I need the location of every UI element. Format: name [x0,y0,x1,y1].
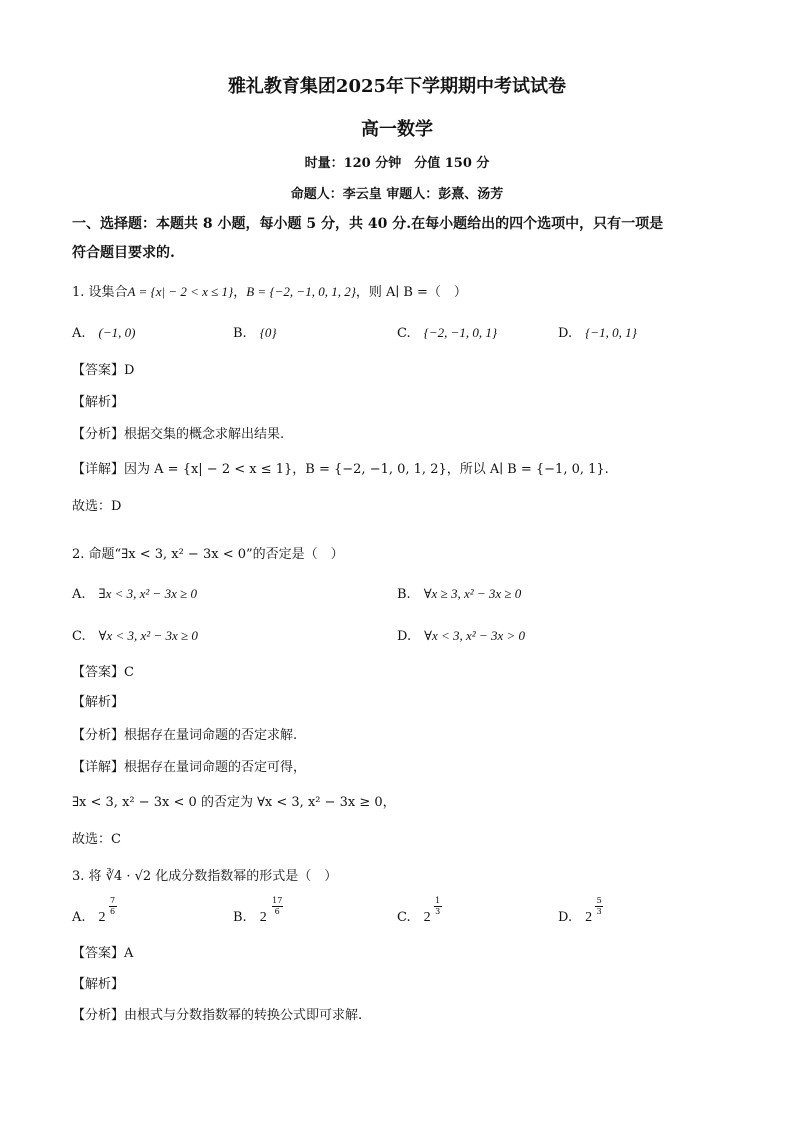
q1-set-b: B = {−2, −1, 0, 1, 2} [246,284,356,299]
q3-stem: 3. 将 ∛4 · √2 化成分数指数幂的形式是（ ） [72,869,338,884]
q3-analysis-tag: 【解析】 [72,977,125,992]
q1-answer: 【答案】D [72,363,135,378]
q3-fenxi: 【分析】由根式与分数指数幂的转换公式即可求解. [72,1008,363,1023]
q2-option-c: C. ∀x < 3, x² − 3x ≥ 0 [72,628,198,644]
section-heading-line2: 符合题目要求的. [72,245,175,261]
q2-analysis-tag: 【解析】 [72,695,125,710]
q2-detail-2: ∃x < 3, x² − 3x < 0 的否定为 ∀x < 3, x² − 3x ≥ 0， [72,795,396,810]
q1-detail: 【详解】因为 A = {x| − 2 < x ≤ 1}，B = {−2, −1, 0, 1, 2}，所以 A∣ B = {−1, 0, 1}. [72,462,609,477]
q2-option-a: A. ∃x < 3, x² − 3x ≥ 0 [72,586,197,602]
q2-option-d: D. ∀x < 3, x² − 3x > 0 [397,628,525,644]
q1-option-a: A. (−1, 0) [72,325,136,341]
q2-stem: 2. 命题“∃x < 3, x² − 3x < 0”的否定是（ ） [72,547,344,562]
q2-fenxi: 【分析】根据存在量词命题的否定求解. [72,728,298,743]
q1-choose: 故选：D [72,499,122,514]
q3-option-d-power: 2 5 3 [585,896,602,925]
q3-option-a: A. 2 7 6 [72,896,116,925]
q2-answer: 【答案】C [72,665,134,680]
exam-authors: 命题人：李云皇 审题人：彭熹、汤芳 [290,187,504,202]
q3-option-d: D. 2 5 3 [558,896,602,925]
section-heading-line1: 一、选择题：本题共 8 小题，每小题 5 分，共 40 分.在每小题给出的四个选项中，只有一项是 [72,216,664,232]
q1-set-a: A = {x| − 2 < x ≤ 1} [127,284,234,299]
q3-option-b-power: 2 17 6 [259,896,283,925]
exam-subject: 高一数学 [361,119,433,140]
q1-option-d: D. {−1, 0, 1} [558,325,637,341]
q3-option-b: B. 2 17 6 [233,896,283,925]
q1-option-b: B. {0} [233,325,277,341]
q2-detail: 【详解】根据存在量词命题的否定可得， [72,760,307,775]
q3-option-a-power: 2 7 6 [98,896,116,925]
q2-option-b: B. ∀x ≥ 3, x² − 3x ≥ 0 [397,586,522,602]
q3-answer: 【答案】A [72,946,134,961]
q1-fenxi: 【分析】根据交集的概念求解出结果. [72,427,285,442]
exam-time-score: 时量：120 分钟 分值 150 分 [304,156,490,171]
q3-option-c-power: 2 1 3 [423,896,441,925]
q1-stem: 1. 设集合A = {x| − 2 < x ≤ 1}，B = {−2, −1, 0, 1, 2}，则 A∣ B =（ ） [72,284,467,300]
exam-title: 雅礼教育集团2025年下学期期中考试试卷 [227,76,567,97]
q3-option-c: C. 2 1 3 [397,896,441,925]
q1-option-c: C. {−2, −1, 0, 1} [397,325,498,341]
q1-analysis-tag: 【解析】 [72,395,125,410]
q2-choose: 故选：C [72,832,121,847]
